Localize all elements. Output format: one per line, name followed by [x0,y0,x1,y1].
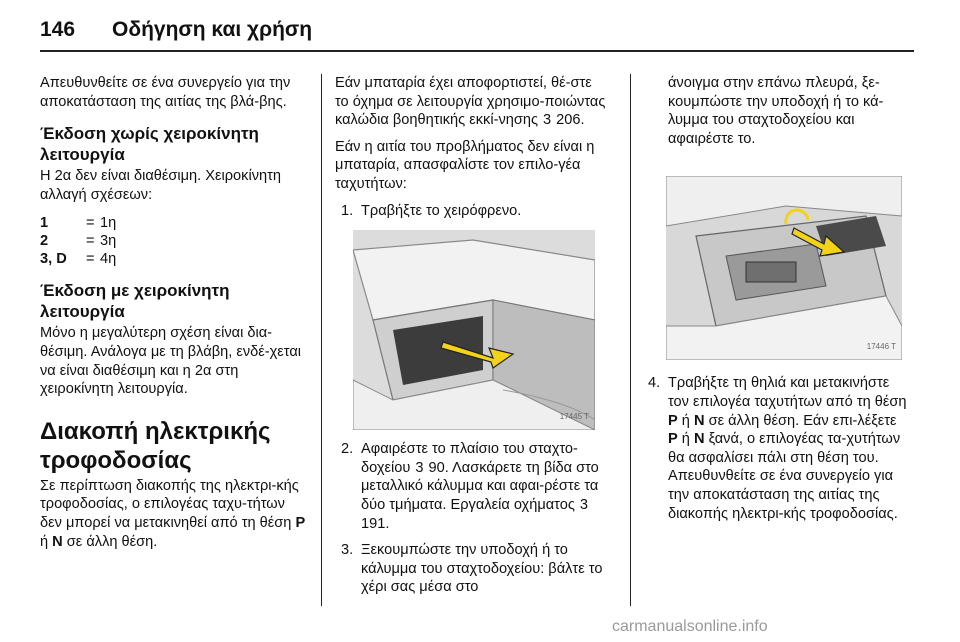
text-run: . [580,112,585,129]
page-ref-icon: 3 [543,112,552,129]
gear-key: 1 [40,215,49,232]
gear-eq: = [86,233,95,250]
text-run: Τραβήξτε τη θηλιά και μετακινήστε τον επιλογέα ταχυτήτων από τη θέση [668,375,907,410]
text-run: σε άλλη θέση. Εάν επι-λέξετε [704,412,897,429]
section-text-power-failure [40,477,308,551]
ashtray-illustration [353,230,595,430]
text-run: . Λασκάρετε τη βίδα στο μεταλλικό κάλυμμα και αφαι-ρέστε τα δύο τμήματα. Εργαλεία οχήματος [361,459,599,513]
page-ref-link[interactable]: 90 [428,459,445,476]
release-paragraph: Εάν η αιτία του προβλήματος δεν είναι η μπαταρία, απασφαλίστε τον επιλο-γέα ταχυτήτων: [335,138,595,192]
figure-ashtray-release [666,176,902,360]
gear-eq: = [86,251,95,268]
section-heading-manual: Έκδοση με χειροκίνητη λειτουργία [40,281,230,322]
step-number: 1. [341,202,354,219]
text-run: ξανά, ο επιλογέας τα-χυτήτων θα ασφαλίσει πάλι στη θέση του. Απευθυνθείτε σε ένα συνεργείο για την αποκατάσταση της αιτίας της διακοπής ηλεκτρι-κής τροφοδοσίας. [668,431,901,522]
gear-row [40,214,308,232]
steps-list [335,202,607,221]
column-3 [648,74,908,531]
step-text: Ξεκουμπώστε την υποδοχή ή το κάλυμμα του σταχτοδοχείου: βάλτε το χέρι σας μέσα στο [361,542,603,596]
step-number: 3. [341,542,354,559]
section-text-manual: Μόνο η μεγαλύτερη σχέση είναι δια-θέσιμη. Ανάλογα με τη βλάβη, ενδέ-χεται να είναι διαθέσιμη και η 2α στη χειροκίνητη λειτουργία. [40,325,302,398]
intro-paragraph: Απευθυνθείτε σε ένα συνεργείο για την αποκατάσταση της αιτίας της βλά-βης. [40,75,291,110]
section-heading-no-manual: Έκδοση χωρίς χειροκίνητη λειτουργία [40,124,259,165]
figure-code: 17446 T [866,341,896,351]
text-run: Αφαιρέστε το πλαίσιο του σταχτο-δοχείου [361,441,578,476]
gear-n-label: N [693,412,705,429]
text-run: σε άλλη θέση. [62,533,158,550]
steps-list [335,440,607,597]
step-number: 4. [648,375,661,392]
step-text [361,440,607,533]
gear-value: 3η [100,233,117,250]
figure-ashtray-cover [353,230,595,430]
gear-p-label: P [668,412,678,429]
column-2 [335,74,607,605]
step-item [648,374,908,523]
gear-key: 3, D [40,251,67,268]
page-ref-link[interactable]: 191 [361,515,386,532]
gear-p-label: P [668,431,678,448]
text-run: Εάν μπαταρία έχει αποφορτιστεί, θέ-στε το όχημα σε λειτουργία χρησιμο-ποιώντας καλώδια βοηθητικής εκκί-νησης [335,75,606,129]
step-item [341,541,607,597]
gear-value: 1η [100,215,117,232]
gear-row [40,250,308,268]
page-number: 146 [40,18,76,41]
text-run: ή [677,431,694,448]
page-ref-icon: 3 [579,496,588,513]
step-number: 2. [341,441,354,458]
gear-row [40,232,308,250]
page-ref-icon: 3 [415,459,424,476]
watermark: carmanualsonline.info [612,618,768,635]
column-divider [321,74,322,606]
figure-code: 17445 T [559,411,589,421]
gear-n-label: N [693,431,705,448]
step-text: Τραβήξτε το χειρόφρενο. [361,202,522,219]
column-divider [630,74,631,606]
gear-table [40,214,308,268]
page-ref-link[interactable]: 206 [556,112,581,129]
release-illustration [666,176,902,360]
battery-paragraph [335,74,607,130]
gear-n-label: N [52,533,63,550]
step-item [341,202,607,221]
text-run: ή [677,412,694,429]
steps-list [648,374,908,523]
gear-value: 4η [100,251,117,268]
gear-key: 2 [40,233,49,250]
text-run: . [385,515,390,532]
step-text [668,374,908,523]
page-header [40,14,914,52]
section-text-no-manual: Η 2α δεν είναι διαθέσιμη. Χειροκίνητη αλλαγή σχέσεων: [40,168,282,203]
gear-eq: = [86,215,95,232]
section-heading-power-failure: Διακοπή ηλεκτρικής τροφοδοσίας [40,417,271,474]
chapter-title: Οδήγηση και χρήση [112,18,313,41]
column-1 [40,74,308,559]
step-item [341,440,607,533]
text-run: ή [40,533,53,550]
step3-continuation: άνοιγμα στην επάνω πλευρά, ξε-κουμπώστε την υποδοχή ή το κά-λυμμα του σταχτοδοχείου και αφαιρέστε το. [668,75,884,147]
gear-p-label: P [295,514,306,531]
text-run: Σε περίπτωση διακοπής της ηλεκτρι-κής τροφοδοσίας, ο επιλογέας ταχυ-τήτων δεν μπορεί να μετακινηθεί από τη θέση [40,477,299,531]
